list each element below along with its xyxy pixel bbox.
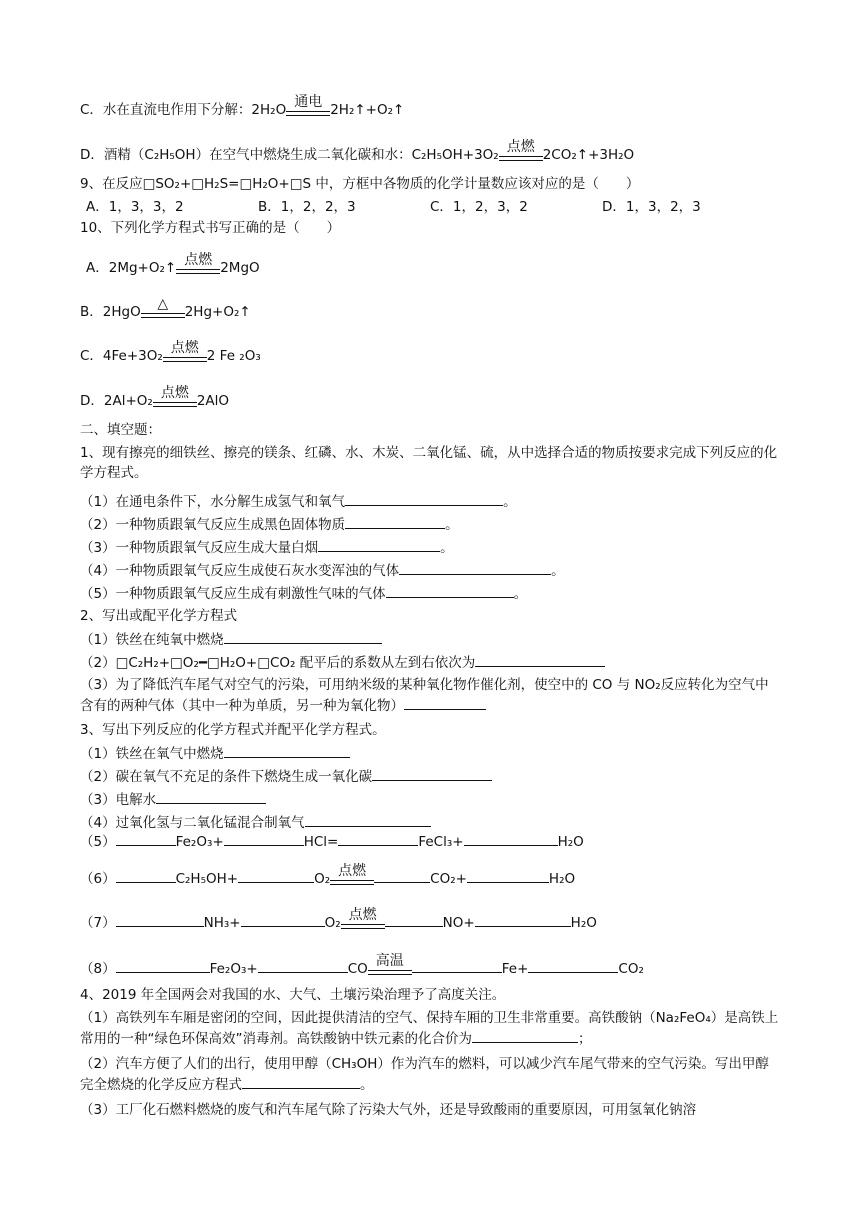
answer-blank[interactable] <box>305 812 431 827</box>
s2-q3-item-2: （2）碳在氧气不充足的条件下燃烧生成一氧化碳 <box>80 766 492 787</box>
s2-q3-item-5: （5） Fe₂O₃+ HCl= FeCl₃+ H₂O <box>80 831 584 852</box>
answer-blank[interactable] <box>318 537 440 552</box>
q9-option-c[interactable]: C．1，2，3，2 <box>430 199 528 215</box>
answer-blank[interactable] <box>345 514 445 529</box>
s2-q1-item-2: （2）一种物质跟氧气反应生成黑色固体物质 。 <box>80 514 459 535</box>
s2-q3-item-7: （7） NH₃+ O₂ 点燃 NO+ H₂O <box>80 907 597 931</box>
answer-blank[interactable] <box>241 912 325 927</box>
answer-blank[interactable] <box>116 912 204 927</box>
answer-blank[interactable] <box>116 958 210 973</box>
q10-option-b[interactable]: B．2HgO △ 2Hg+O₂↑ <box>80 296 251 320</box>
q8-option-d: D．酒精（C₂H₅OH）在空气中燃烧生成二氧化碳和水：C₂H₅OH+3O₂ 点燃 2CO₂↑+3H₂O <box>80 139 635 163</box>
s2-q3-stem: 3、写出下列反应的化学方程式并配平化学方程式。 <box>80 722 386 738</box>
answer-blank[interactable] <box>156 789 266 804</box>
s2-q1-item-1: （1）在通电条件下，水分解生成氢气和氧气 。 <box>80 491 517 512</box>
answer-blank[interactable] <box>338 831 418 846</box>
s2-q4-item-2: （2）汽车方便了人们的出行，使用甲醇（CH₃OH）作为汽车的燃料，可以减少汽车尾气带来的空气污染。写出甲醇完全燃烧的化学反应方程式 。 <box>80 1056 769 1093</box>
condition-mark: 点燃 <box>176 258 220 278</box>
condition-mark: 点燃 <box>330 869 374 889</box>
s2-q1-item-3: （3）一种物质跟氧气反应生成大量白烟 。 <box>80 537 454 558</box>
answer-blank[interactable] <box>374 868 430 883</box>
answer-blank[interactable] <box>242 1074 360 1089</box>
answer-blank[interactable] <box>372 766 492 781</box>
s2-q4-item-1: （1）高铁列车车厢是密闭的空间，因此提供清洁的空气、保持车厢的卫生非常重要。高铁酸钠（Na₂FeO₄）是高铁上常用的一种“绿色环保高效”消毒剂。高铁酸钠中铁元素的化合价为 ； <box>80 1010 779 1047</box>
answer-blank[interactable] <box>258 958 348 973</box>
q9-option-d[interactable]: D．1，3，2，3 <box>602 199 701 215</box>
q8-c-text: C．水在直流电作用下分解：2H₂O <box>80 102 287 118</box>
answer-blank[interactable] <box>386 583 514 598</box>
s2-q4-item-3: （3）工厂化石燃料燃烧的废气和汽车尾气除了污染大气外，还是导致酸雨的重要原因，可用氢氧化钠溶 <box>80 1102 697 1118</box>
q9-stem: 9、在反应□SO₂+□H₂S=□H₂O+□S 中，方框中各物质的化学计量数应该对应的是（ ） <box>80 176 640 192</box>
q10-option-c[interactable]: C．4Fe+3O₂ 点燃 2 Fe ₂O₃ <box>80 340 261 364</box>
q9-options <box>86 197 701 217</box>
answer-blank[interactable] <box>224 743 350 758</box>
answer-blank[interactable] <box>238 868 314 883</box>
q8-option-c: C．水在直流电作用下分解：2H₂O 通电 2H₂↑+O₂↑ <box>80 94 405 118</box>
section-title: 二、填空题： <box>80 422 161 438</box>
s2-q3-item-4: （4）过氧化氢与二氧化锰混合制氧气 <box>80 812 431 833</box>
s2-q2-item-2: （2）□C₂H₂+□O₂━□H₂O+□CO₂ 配平后的系数从左到右依次为 <box>80 652 605 673</box>
answer-blank[interactable] <box>116 831 176 846</box>
s2-q2-item-3: （3）为了降低汽车尾气对空气的污染，可用纳米级的某种氧化物作催化剂，使空中的 CO 与 NO₂反应转化为空气中含有的两种气体（其中一种为单质，另一种为氧化物） <box>80 677 769 714</box>
q10-stem: 10、下列化学方程式书写正确的是（ ） <box>80 220 341 236</box>
answer-blank[interactable] <box>472 1028 578 1043</box>
q10-option-d[interactable]: D．2Al+O₂ 点燃 2AlO <box>80 385 230 409</box>
answer-blank[interactable] <box>399 560 551 575</box>
q8-d-text: D．酒精（C₂H₅OH）在空气中燃烧生成二氧化碳和水：C₂H₅OH+3O₂ <box>80 147 499 163</box>
answer-blank[interactable] <box>116 868 176 883</box>
answer-blank[interactable] <box>475 652 605 667</box>
s2-q3-item-3: （3）电解水 <box>80 789 266 810</box>
answer-blank[interactable] <box>404 695 486 710</box>
s2-q3-item-8: （8） Fe₂O₃+ CO 高温 Fe+ CO₂ <box>80 953 644 977</box>
q9-option-b[interactable]: B．1，2，2，3 <box>258 199 356 215</box>
condition-mark: 点燃 <box>163 346 207 366</box>
answer-blank[interactable] <box>385 912 443 927</box>
condition-mark: 通电 <box>286 100 330 120</box>
answer-blank[interactable] <box>224 831 304 846</box>
q10-option-a[interactable]: A．2Mg+O₂↑ 点燃 2MgO <box>86 252 260 276</box>
condition-mark: 点燃 <box>153 391 197 411</box>
answer-blank[interactable] <box>475 912 571 927</box>
answer-blank[interactable] <box>224 629 382 644</box>
s2-q3-item-1: （1）铁丝在氧气中燃烧 <box>80 743 350 764</box>
s2-q1-item-5: （5）一种物质跟氧气反应生成有刺激性气味的气体 。 <box>80 583 527 604</box>
s2-q2-stem: 2、写出或配平化学方程式 <box>80 608 238 624</box>
s2-q2-item-1: （1）铁丝在纯氧中燃烧 <box>80 629 382 650</box>
q9-option-a[interactable]: A．1，3，3，2 <box>86 199 184 215</box>
answer-blank[interactable] <box>345 491 503 506</box>
condition-mark: △ <box>141 302 185 322</box>
s2-q3-item-6: （6） C₂H₅OH+ O₂ 点燃 CO₂+ H₂O <box>80 863 576 887</box>
answer-blank[interactable] <box>464 831 558 846</box>
s2-q1-item-4: （4）一种物质跟氧气反应生成使石灰水变浑浊的气体 。 <box>80 560 565 581</box>
condition-mark: 点燃 <box>341 913 385 933</box>
s2-q4-stem: 4、2019 年全国两会对我国的水、大气、土壤污染治理予了高度关注。 <box>80 987 506 1003</box>
answer-blank[interactable] <box>412 958 502 973</box>
answer-blank[interactable] <box>528 958 618 973</box>
s2-q1-stem: 1、现有擦亮的细铁丝、擦亮的镁条、红磷、水、木炭、二氧化锰、硫，从中选择合适的物质按要求完成下列反应的化学方程式。 <box>80 445 778 481</box>
answer-blank[interactable] <box>467 868 549 883</box>
condition-mark: 点燃 <box>499 145 543 165</box>
condition-mark: 高温 <box>368 959 412 979</box>
